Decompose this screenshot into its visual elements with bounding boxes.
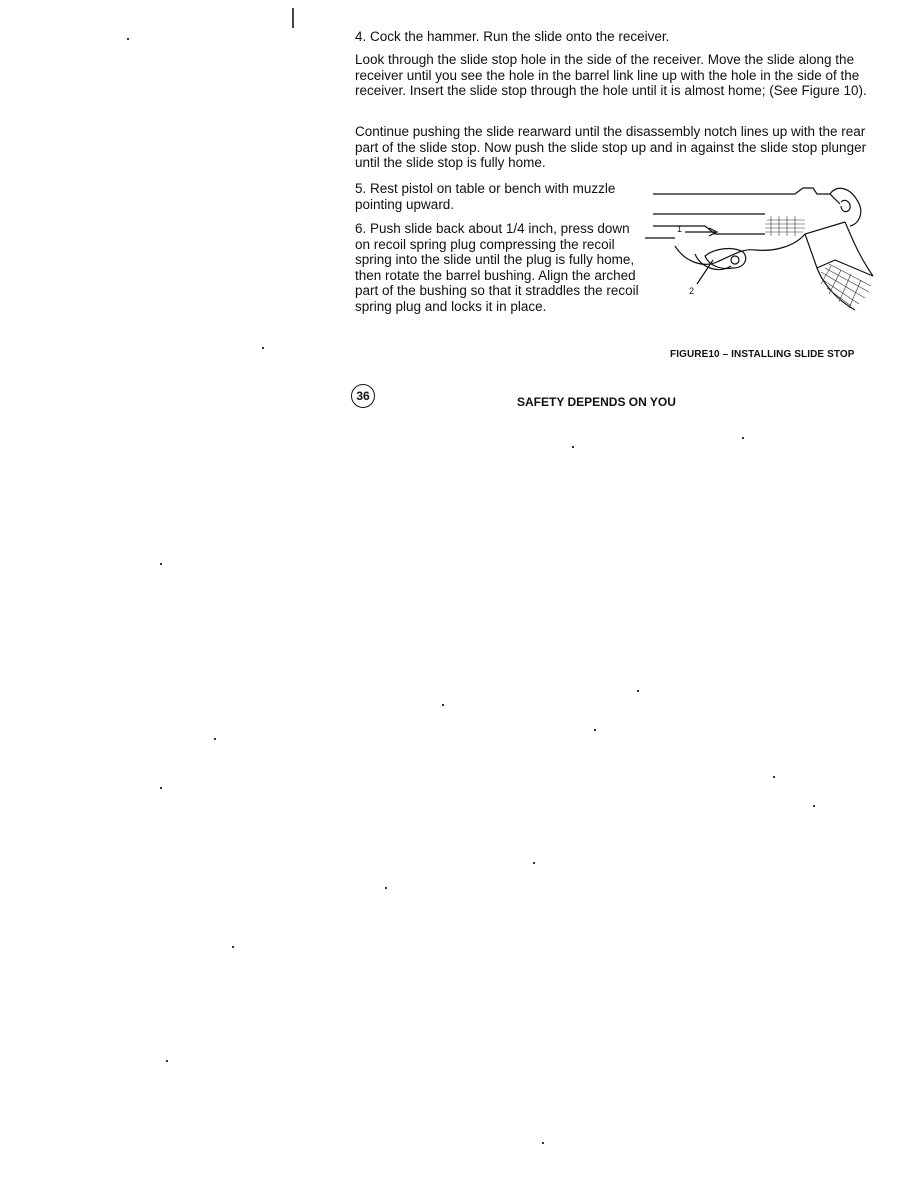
step-4-text: 4. Cock the hammer. Run the slide onto the receiver.	[355, 29, 670, 44]
figure-10-illustration	[645, 176, 875, 326]
scan-speck	[742, 437, 744, 439]
scan-speck	[813, 805, 815, 807]
scan-speck	[160, 563, 162, 565]
scan-speck	[594, 729, 596, 731]
scan-speck	[214, 738, 216, 740]
scan-speck	[232, 946, 234, 948]
scan-speck	[166, 1060, 168, 1062]
scan-speck	[442, 704, 444, 706]
footer-slogan: SAFETY DEPENDS ON YOU	[517, 395, 676, 409]
callout-2-label: 2	[689, 286, 695, 296]
page-number-badge	[351, 384, 375, 408]
step-6-text: 6. Push slide back about 1/4 inch, press down on recoil spring plug compressing the recoil spring into the slide until the plug is fully home, then rotate the barrel bushing. Align the arched part of the bushing so that it straddles the recoil spring plug and locks it in place.	[355, 221, 639, 314]
step-5-text: 5. Rest pistol on table or bench with muzzle pointing upward.	[355, 181, 616, 212]
step-4-detail-text: Look through the slide stop hole in the side of the receiver. Move the slide along the receiver until you see the hole in the barrel link line up with the hole in the side of the receiver. Insert the slide stop through the hole until it is almost home; (See Figure 10).	[355, 52, 867, 99]
scan-speck	[385, 887, 387, 889]
scan-speck	[542, 1142, 544, 1144]
scan-speck	[572, 446, 574, 448]
figure-caption: FIGURE10 – INSTALLING SLIDE STOP	[670, 349, 855, 360]
scan-speck	[637, 690, 639, 692]
scan-speck	[773, 776, 775, 778]
scan-speck	[262, 347, 264, 349]
scan-speck	[160, 787, 162, 789]
page-number: 36	[356, 389, 370, 403]
pistol-drawing	[645, 176, 875, 326]
scan-speck	[533, 862, 535, 864]
step-4-continue-text: Continue pushing the slide rearward until the disassembly notch lines up with the rear part of the slide stop. Now push the slide stop up and in against the slide stop plunger until the slide stop is fully home.	[355, 124, 867, 171]
callout-1-label: 1	[677, 224, 683, 234]
scan-speck	[127, 38, 129, 40]
scan-mark	[292, 8, 294, 28]
